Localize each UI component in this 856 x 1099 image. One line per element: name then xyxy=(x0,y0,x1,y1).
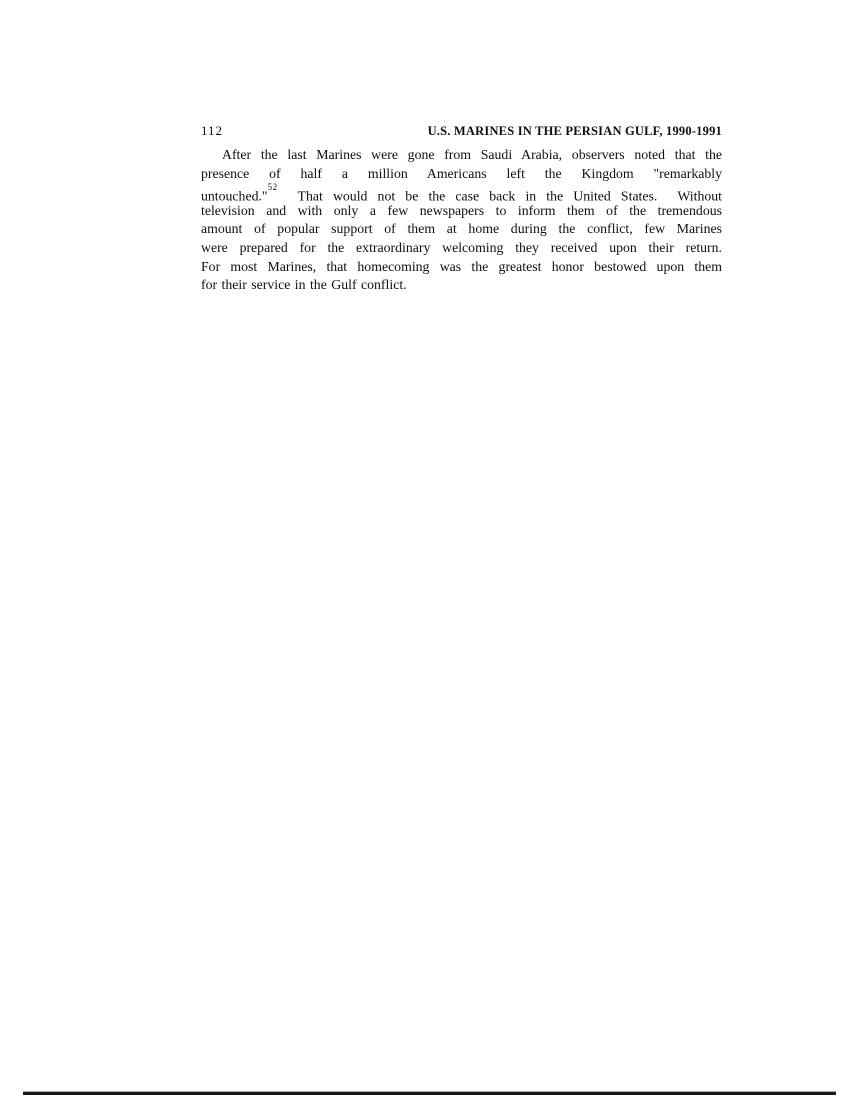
paragraph-line: For most Marines, that homecoming was the greatest honor bestowed upon them xyxy=(201,258,722,274)
paragraph-line: After the last Marines were gone from Saudi Arabia, observers noted that the xyxy=(222,147,722,162)
paragraph-line: for their service in the Gulf conflict. xyxy=(201,277,407,293)
paragraph-line-text: That would not be the case back in the United States. Without xyxy=(277,188,722,204)
paragraph-line: presence of half a million Americans left the Kingdom "remarkably xyxy=(201,165,722,181)
page-header xyxy=(201,124,722,138)
footnote-reference: 52 xyxy=(267,182,278,193)
paragraph-line-text: untouched." xyxy=(201,188,268,204)
bottom-horizontal-rule xyxy=(23,1092,836,1095)
page-number: 112 xyxy=(201,123,224,138)
body-paragraph xyxy=(201,146,722,295)
paragraph-line xyxy=(201,183,722,202)
running-title: U.S. MARINES IN THE PERSIAN GULF, 1990-1991 xyxy=(427,124,722,138)
paragraph-line: television and with only a few newspapers to inform them of the tremendous xyxy=(201,202,722,218)
paragraph-line: amount of popular support of them at home during the conflict, few Marines xyxy=(201,221,722,237)
paragraph-line: were prepared for the extraordinary welcoming they received upon their return. xyxy=(201,239,722,255)
